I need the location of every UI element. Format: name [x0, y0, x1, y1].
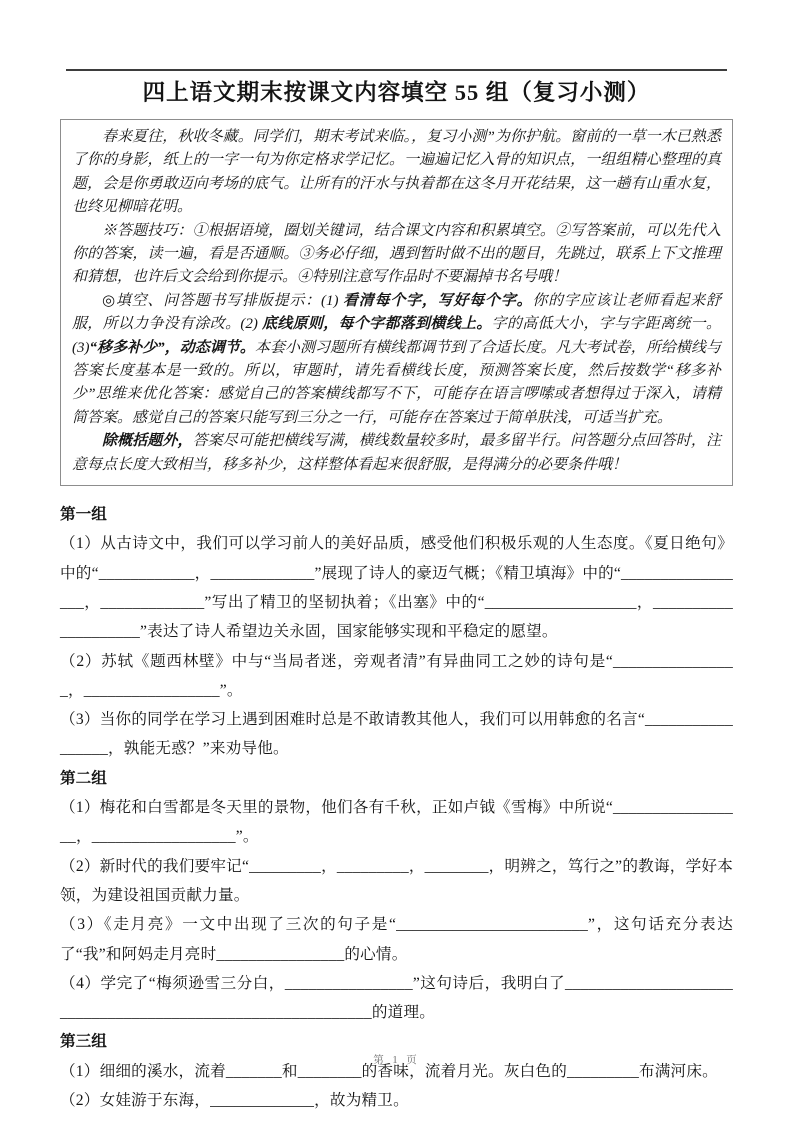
fill-lines-text: 答案尽可能把横线写满，横线数量较多时，最多留半行。问答题分点回答时，注意每点长度大致相当，移多补少，这样整体看起来很舒服，是得满分的必要条件哦！ [72, 433, 721, 473]
layout-tips-bold-3: “移多补少”，动态调节。 [89, 339, 255, 356]
section-heading-group-3: 第三组 [60, 1033, 107, 1051]
page-title: 四上语文期末按课文内容填空 55 组（复习小测） [142, 80, 651, 105]
intro-paragraph-greeting: 春来夏往，秋收冬藏。同学们，期末考试来临。，复习小测”为你护航。窗前的一草一木已熟悉了你的身影，纸上的一字一句为你定格求学记忆。一遍遍记忆入骨的知识点，一组组精心整理的真题，会是你勇敢迈向考场的底气。让所有的汗水与执着都在这冬月开花结果，这一趟有山重水复，也终见柳暗花明。 [72, 129, 721, 216]
layout-tips-text-1: ◎填空、问答题书写排版提示：(1) [102, 292, 344, 309]
question-group1-q1: （1）从古诗文中，我们可以学习前人的美好品质，感受他们积极乐观的人生态度。《夏日绝句》中的“____________，_____________”展现了诗人的豪迈气概；《精卫填海》中的“_________________，_____________”写出了精卫的坚韧执着；《出塞》中的“___________________，____________________”表达了诗人希望边关永固，国家能够实现和平稳定的愿望。 [60, 535, 733, 641]
question-group1-q3: （3）当你的同学在学习上遇到困难时总是不敢请教其他人，我们可以用韩愈的名言“_________________，孰能无惑？”来劝导他。 [60, 711, 733, 758]
intro-paragraph-answer-tips: ※答题技巧：①根据语境，圈划关键词，结合课文内容和积累填空。②写答案前，可以先代入你的答案，读一遍，看是否通顺。③务必仔细，遇到暂时做不出的题目，先跳过，联系上下文推理和猜想，也许后文会给到你提示。④特别注意写作品时不要漏掉书名号哦！ [72, 222, 721, 286]
questions-area [60, 500, 733, 1115]
layout-tips-text-4: 本套小测习题所有横线都调节到了合适长度。凡大考试卷，所给横线与答案长度基本是一致的。所以，审题时，请先看横线长度，预测答案长度，然后按数学“移多补少”思维来优化答案：感觉自己的答案横线都写不下，可能存在语言啰嗦或者想得过于深入，请精简答案。感觉自己的答案只能写到三分之一行，可能存在答案过于简单肤浅，可适当扩充。 [72, 339, 721, 426]
intro-paragraph-layout-tips [72, 290, 721, 430]
layout-tips-bold-2: 底线原则，每个字都落到横线上。 [261, 316, 492, 333]
intro-paragraph-fill-lines [72, 430, 721, 477]
question-group2-q3: （3）《走月亮》一文中出现了三次的句子是“________________________”，这句话充分表达了“我”和阿妈走月亮时________________的心情。 [60, 916, 733, 963]
question-group2-q1: （1）梅花和白雪都是冬天里的景物，他们各有千秋，正如卢钺《雪梅》中所说“_________________，__________________”。 [60, 799, 733, 846]
layout-tips-text-3: 字的高低大小，字与字距离统一。(3) [72, 316, 721, 356]
section-heading-group-2: 第二组 [60, 769, 107, 787]
question-group2-q4: （4）学完了“梅须逊雪三分白，________________”这句诗后，我明白了____________________________________________________________的道理。 [60, 974, 733, 1022]
question-group3-q1: （1）细细的溪水，流着_______和________的香味，流着月光。灰白色的_________布满河床。 [60, 1062, 718, 1080]
question-group1-q2: （2）苏轼《题西林壁》中与“当局者迷，旁观者清”有异曲同工之妙的诗句是“________________，_________________”。 [60, 652, 733, 699]
section-heading-group-1: 第一组 [60, 506, 107, 524]
layout-tips-text-2: 你的字应该让老师看起来舒服，所以力争没有涂改。(2) [72, 292, 721, 333]
page-number: 第 1 页 [373, 1055, 420, 1066]
fill-lines-bold-lead: 除概括题外， [102, 433, 193, 450]
layout-tips-bold-1: 看清每个字，写好每个字。 [343, 292, 533, 309]
question-group2-q2: （2）新时代的我们要牢记“_________，_________，________，明辨之，笃行之”的教诲，学好本领，为建设祖国贡献力量。 [60, 857, 733, 904]
top-divider [66, 69, 727, 71]
intro-box [60, 119, 733, 486]
question-group3-q2: （2）女娃游于东海，_____________，故为精卫。 [60, 1092, 409, 1110]
